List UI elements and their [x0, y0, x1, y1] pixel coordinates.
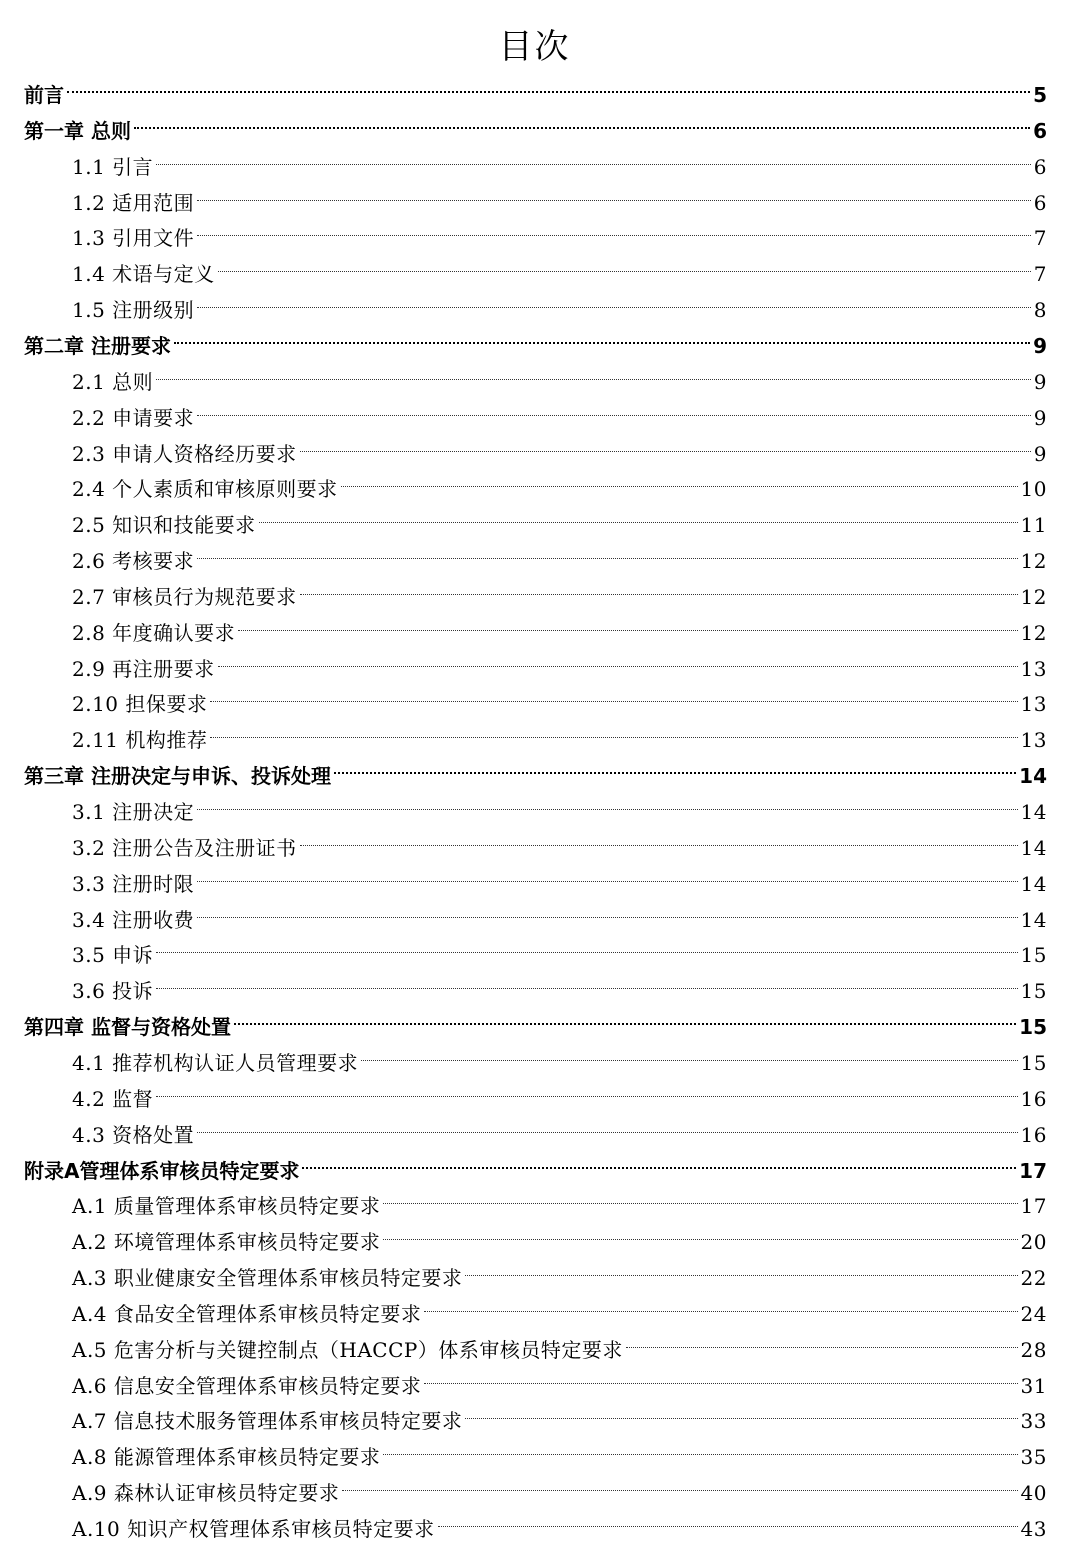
toc-section-entry[interactable]: [72, 819, 1047, 860]
toc-entry-label: 2.6 考核要求: [72, 549, 195, 574]
toc-dot-leader: [300, 819, 1018, 855]
toc-section-entry[interactable]: [72, 962, 1047, 1004]
toc-section-entry[interactable]: [72, 532, 1047, 574]
toc-section-entry[interactable]: [72, 1392, 1047, 1434]
toc-page-number: 9: [1033, 333, 1047, 358]
toc-page-number: 9: [1033, 441, 1047, 466]
toc-entry-label: A.4 食品安全管理体系审核员特定要求: [72, 1301, 422, 1326]
toc-dot-leader: [197, 389, 1031, 425]
toc-dot-leader: [424, 1357, 1017, 1393]
toc-entry-label: A.2 环境管理体系审核员特定要求: [72, 1230, 381, 1255]
toc-section-entry[interactable]: [72, 1321, 1047, 1362]
toc-dot-leader: [210, 711, 1017, 747]
toc-entry-label: 3.1 注册决定: [72, 800, 195, 824]
toc-section-entry[interactable]: [72, 1034, 1047, 1075]
toc-entry-label: 1.2 适用范围: [72, 190, 195, 215]
toc-entry-label: 3.5 申诉: [72, 943, 154, 968]
toc-dot-leader: [342, 1464, 1017, 1500]
toc-page-number: 6: [1033, 154, 1047, 179]
toc-page-number: 16: [1020, 1086, 1047, 1111]
toc-dot-leader: [300, 425, 1031, 461]
toc-dot-leader: [156, 962, 1017, 998]
toc-dot-leader: [197, 532, 1017, 568]
toc-page-number: 6: [1033, 190, 1047, 215]
toc-entry-label: 1.3 引用文件: [72, 226, 195, 251]
toc-section-entry[interactable]: [72, 1357, 1047, 1398]
toc-dot-leader: [300, 568, 1018, 604]
toc-page-number: 9: [1033, 369, 1047, 394]
toc-entry-label: 2.3 申请人资格经历要求: [72, 441, 297, 466]
toc-section-entry[interactable]: [72, 1464, 1047, 1506]
toc-page-number: 10: [1020, 477, 1047, 502]
toc-entry-label: 4.1 推荐机构认证人员管理要求: [72, 1050, 359, 1075]
toc-entry-label: 2.2 申请要求: [72, 405, 195, 430]
toc-dot-leader: [197, 209, 1031, 245]
toc-chapter-entry[interactable]: [24, 102, 1047, 143]
toc-entry-label: 3.2 注册公告及注册证书: [72, 835, 297, 860]
toc-page-number: 7: [1033, 226, 1047, 251]
toc-dot-leader: [341, 460, 1018, 496]
toc-section-entry[interactable]: [72, 460, 1047, 502]
toc-section-entry[interactable]: [72, 245, 1047, 287]
page-title: 目次: [498, 27, 571, 67]
toc-chapter-entry[interactable]: [24, 747, 1047, 789]
toc-dot-leader: [302, 1142, 1016, 1178]
toc-page-number: 17: [1019, 1158, 1047, 1183]
toc-dot-leader: [156, 353, 1031, 389]
toc-page-number: 33: [1020, 1409, 1047, 1434]
toc-entry-label: 2.1 总则: [72, 369, 154, 394]
toc-section-entry[interactable]: [72, 1285, 1047, 1326]
toc-section-entry[interactable]: [72, 675, 1047, 717]
toc-section-entry[interactable]: [72, 138, 1047, 179]
toc-section-entry[interactable]: [72, 1500, 1047, 1541]
toc-dot-leader: [218, 245, 1031, 281]
toc-page-number: 20: [1020, 1230, 1047, 1255]
toc-dot-leader: [259, 496, 1018, 532]
toc-section-entry[interactable]: [72, 1177, 1047, 1219]
toc-page-number: 35: [1020, 1445, 1047, 1470]
toc-page-number: 15: [1020, 979, 1047, 1004]
toc-dot-leader: [238, 604, 1017, 640]
toc-entry-label: A.9 森林认证审核员特定要求: [72, 1481, 340, 1506]
toc-entry-label: 2.8 年度确认要求: [72, 620, 236, 645]
toc-entry-label: 第二章 注册要求: [24, 333, 171, 358]
toc-page-number: 14: [1020, 871, 1047, 896]
toc-dot-leader: [197, 891, 1017, 927]
toc-dot-leader: [134, 102, 1030, 138]
toc-entry-label: 2.7 审核员行为规范要求: [72, 584, 297, 609]
toc-page-number: 24: [1020, 1301, 1047, 1326]
toc-entry-label: 2.9 再注册要求: [72, 656, 215, 681]
toc-section-entry[interactable]: [72, 1106, 1047, 1147]
toc-section-entry[interactable]: [72, 209, 1047, 251]
toc-section-entry[interactable]: [72, 353, 1047, 394]
toc-entry-label: A.3 职业健康安全管理体系审核员特定要求: [72, 1266, 463, 1291]
toc-page-number: 12: [1020, 584, 1047, 609]
toc-entry-label: 2.4 个人素质和审核原则要求: [72, 477, 338, 502]
toc-dot-leader: [424, 1285, 1017, 1321]
toc-dot-leader: [361, 1034, 1017, 1070]
toc-section-entry[interactable]: [72, 783, 1047, 824]
toc-dot-leader: [156, 926, 1017, 962]
toc-section-entry[interactable]: [72, 640, 1047, 681]
toc-dot-leader: [626, 1321, 1018, 1357]
toc-dot-leader: [334, 747, 1016, 783]
toc-section-entry[interactable]: [72, 855, 1047, 896]
toc-entry-label: 2.5 知识和技能要求: [72, 513, 256, 538]
toc-page-number: 13: [1020, 692, 1047, 717]
toc-dot-leader: [218, 640, 1018, 676]
toc-page-number: 11: [1020, 513, 1047, 538]
toc-page-number: 28: [1020, 1337, 1047, 1362]
toc-entry-label: 4.3 资格处置: [72, 1122, 195, 1147]
toc-page-number: 31: [1020, 1373, 1047, 1398]
toc-dot-leader: [465, 1392, 1017, 1428]
toc-page-number: 40: [1020, 1481, 1047, 1506]
toc-section-entry[interactable]: [72, 926, 1047, 968]
toc-page-number: 15: [1020, 943, 1047, 968]
toc-section-entry[interactable]: [72, 568, 1047, 609]
toc-entry-label: 1.4 术语与定义: [72, 262, 215, 287]
toc-chapter-entry[interactable]: [24, 998, 1047, 1040]
toc-dot-leader: [156, 1070, 1017, 1106]
toc-page-number: 6: [1033, 118, 1047, 143]
toc-page-number: 14: [1020, 835, 1047, 860]
toc-section-entry[interactable]: [72, 1428, 1047, 1470]
toc-dot-leader: [197, 281, 1031, 317]
toc-entry-label: A.8 能源管理体系审核员特定要求: [72, 1445, 381, 1470]
toc-page-number: 13: [1020, 728, 1047, 753]
toc-dot-leader: [465, 1249, 1017, 1285]
toc-entry-label: A.6 信息安全管理体系审核员特定要求: [72, 1373, 422, 1398]
toc-entry-label: 附录A管理体系审核员特定要求: [24, 1158, 300, 1183]
toc-entry-label: A.10 知识产权管理体系审核员特定要求: [72, 1517, 435, 1541]
toc-dot-leader: [197, 174, 1031, 210]
toc-dot-leader: [234, 998, 1016, 1034]
toc-entry-label: 1.5 注册级别: [72, 298, 195, 323]
toc-entry-label: 1.1 引言: [72, 154, 154, 179]
toc-section-entry[interactable]: [72, 1249, 1047, 1291]
toc-page-number: 14: [1020, 800, 1047, 824]
toc-dot-leader: [383, 1428, 1017, 1464]
toc-dot-leader: [197, 855, 1017, 891]
toc-page-number: 12: [1020, 549, 1047, 574]
toc-page-number: 22: [1020, 1266, 1047, 1291]
toc-page-number: 13: [1020, 656, 1047, 681]
toc-entry-label: 前言: [24, 83, 64, 107]
toc-dot-leader: [67, 66, 1030, 102]
toc-page-number: 8: [1033, 298, 1047, 323]
toc-entry-label: 4.2 监督: [72, 1086, 154, 1111]
toc-dot-leader: [383, 1213, 1017, 1249]
toc-section-entry[interactable]: [72, 1070, 1047, 1111]
toc-entry-label: 3.6 投诉: [72, 979, 154, 1004]
toc-section-entry[interactable]: [72, 604, 1047, 645]
toc-section-entry[interactable]: [72, 174, 1047, 215]
toc-page-number: 5: [1033, 83, 1047, 107]
toc-entry-label: 第一章 总则: [24, 118, 131, 143]
toc-dot-leader: [383, 1177, 1017, 1213]
toc-dot-leader: [438, 1500, 1018, 1536]
toc-entry-label: 3.3 注册时限: [72, 871, 195, 896]
toc-entry-label: A.5 危害分析与关键控制点（HACCP）体系审核员特定要求: [72, 1337, 623, 1362]
toc-page-number: 9: [1033, 405, 1047, 430]
toc-entry-label: A.7 信息技术服务管理体系审核员特定要求: [72, 1409, 463, 1434]
toc-section-entry[interactable]: [72, 711, 1047, 753]
toc-section-entry[interactable]: [72, 389, 1047, 430]
toc-page-number: 15: [1020, 1050, 1047, 1075]
toc-entry-label: 第三章 注册决定与申诉、投诉处理: [24, 764, 331, 789]
toc-entry-label: 2.11 机构推荐: [72, 728, 208, 753]
toc-section-entry[interactable]: [72, 425, 1047, 466]
toc-chapter-entry[interactable]: [24, 1142, 1047, 1183]
toc-dot-leader: [210, 675, 1017, 711]
toc-entry-label: 第四章 监督与资格处置: [24, 1015, 231, 1040]
toc-page-number: 14: [1019, 764, 1047, 789]
toc-dot-leader: [156, 138, 1031, 174]
toc-entry-label: 2.10 担保要求: [72, 692, 208, 717]
toc-entry-label: 3.4 注册收费: [72, 907, 195, 932]
toc-page-number: 7: [1033, 262, 1047, 287]
toc-page-number: 12: [1020, 620, 1047, 645]
toc-section-entry[interactable]: [72, 496, 1047, 538]
toc-section-entry[interactable]: [72, 281, 1047, 323]
toc-page-number: 43: [1020, 1517, 1047, 1541]
toc-section-entry[interactable]: [72, 1213, 1047, 1255]
toc-chapter-entry[interactable]: [24, 66, 1047, 107]
toc-page-number: 15: [1019, 1015, 1047, 1040]
toc-dot-leader: [197, 783, 1017, 819]
toc-page-number: 14: [1020, 907, 1047, 932]
toc-section-entry[interactable]: [72, 891, 1047, 932]
toc-entry-label: A.1 质量管理体系审核员特定要求: [72, 1194, 381, 1219]
toc-dot-leader: [174, 317, 1030, 353]
toc-chapter-entry[interactable]: [24, 317, 1047, 358]
toc-dot-leader: [197, 1106, 1017, 1142]
toc-page-number: 16: [1020, 1122, 1047, 1147]
toc-page-number: 17: [1020, 1194, 1047, 1219]
